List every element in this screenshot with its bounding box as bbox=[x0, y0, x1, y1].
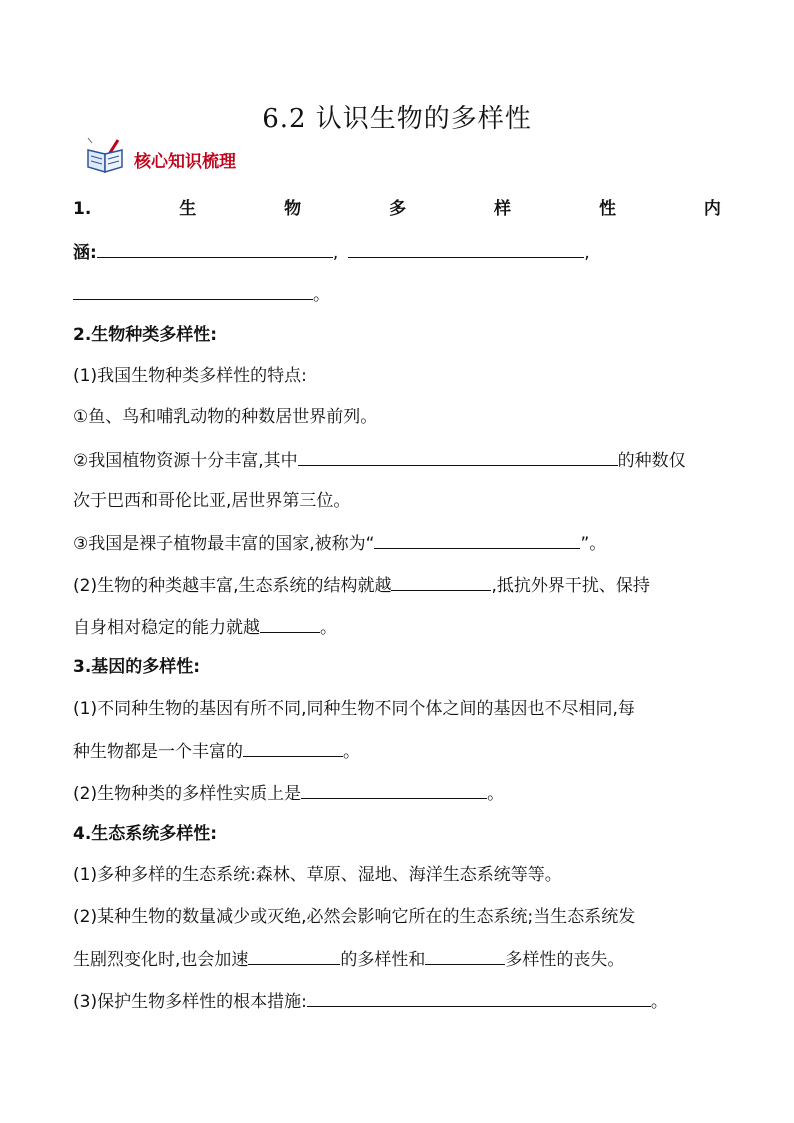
q2-item2-blank[interactable] bbox=[298, 447, 618, 466]
q3-sub1-cont-line bbox=[73, 738, 360, 762]
q1-char: 性 bbox=[598, 199, 616, 219]
q2-item1: ①鱼、鸟和哺乳动物的种数居世界前列。 bbox=[73, 407, 378, 427]
q1-blank-3[interactable] bbox=[73, 281, 313, 300]
q2-sub2-cont-pre: 自身相对稳定的能力就越 bbox=[73, 618, 260, 638]
q4-sub2-cont-line bbox=[73, 946, 624, 970]
q2-item3-line bbox=[73, 530, 606, 554]
q3-heading: 3.基因的多样性: bbox=[73, 657, 201, 677]
q3-sub1-cont-post: 。 bbox=[343, 742, 360, 762]
q4-sub3-pre: (3)保护生物多样性的根本措施: bbox=[73, 992, 307, 1012]
q4-sub2-cont-pre: 生剧烈变化时,也会加速 bbox=[73, 950, 249, 970]
q1-sep: , bbox=[584, 243, 590, 263]
q2-item2-cont: 次于巴西和哥伦比亚,居世界第三位。 bbox=[73, 491, 351, 511]
q1-blank-1[interactable] bbox=[97, 239, 333, 258]
q2-sub1: (1)我国生物种类多样性的特点: bbox=[73, 366, 307, 386]
q1-char: 物 bbox=[284, 199, 302, 219]
q1-cont-line bbox=[73, 239, 590, 263]
q4-sub2-cont-post: 多样性的丧失。 bbox=[505, 950, 625, 970]
q1-line bbox=[73, 197, 721, 221]
q4-sub1: (1)多种多样的生态系统:森林、草原、湿地、海洋生态系统等等。 bbox=[73, 865, 562, 885]
page-title: 6.2 认识生物的多样性 bbox=[262, 104, 532, 134]
q3-sub1: (1)不同种生物的基因有所不同,同种生物不同个体之间的基因也不尽相同,每 bbox=[73, 699, 635, 719]
q2-item3-pre: ③我国是裸子植物最丰富的国家,被称为“ bbox=[73, 534, 375, 554]
q1-char: 多 bbox=[389, 199, 407, 219]
q1-blank-2[interactable] bbox=[348, 239, 584, 258]
q4-sub2-blank-2[interactable] bbox=[425, 946, 505, 965]
q2-sub2-pre: (2)生物的种类越丰富,生态系统的结构就越 bbox=[73, 576, 392, 596]
q3-sub1-cont-pre: 种生物都是一个丰富的 bbox=[73, 742, 243, 762]
q2-sub2-line bbox=[73, 572, 650, 596]
q2-sub2-post: ,抵抗外界干扰、保持 bbox=[491, 576, 650, 596]
q3-sub2-pre: (2)生物种类的多样性实质上是 bbox=[73, 784, 302, 804]
q1-char: 内 bbox=[703, 199, 721, 219]
section-header: 核心知识梳理 bbox=[134, 152, 236, 172]
book-pen-icon bbox=[84, 136, 128, 176]
q3-sub2-blank[interactable] bbox=[301, 780, 487, 799]
q1-char: 1. bbox=[73, 199, 92, 219]
q1-cont-prefix: 涵: bbox=[73, 243, 97, 263]
q2-item2-line bbox=[73, 447, 686, 471]
q1-end-line bbox=[73, 281, 330, 305]
q2-sub2-cont-line bbox=[73, 614, 337, 638]
q1-char: 样 bbox=[494, 199, 512, 219]
q2-item3-blank[interactable] bbox=[374, 530, 580, 549]
q3-sub2-post: 。 bbox=[487, 784, 505, 804]
q2-sub2-cont-post: 。 bbox=[320, 618, 337, 638]
q2-item3-post: ”。 bbox=[580, 534, 607, 554]
q4-sub3-line bbox=[73, 988, 668, 1012]
q4-heading: 4.生态系统多样性: bbox=[73, 824, 218, 844]
q4-sub2-cont-mid: 的多样性和 bbox=[340, 950, 426, 970]
q3-sub2-line bbox=[73, 780, 504, 804]
q2-item2-pre: ②我国植物资源十分丰富,其中 bbox=[73, 451, 298, 471]
q4-sub3-blank[interactable] bbox=[307, 988, 651, 1007]
q2-sub2-blank-1[interactable] bbox=[391, 572, 491, 591]
q2-item2-post: 的种数仅 bbox=[617, 451, 686, 471]
q4-sub2-blank-1[interactable] bbox=[248, 946, 340, 965]
q4-sub3-post: 。 bbox=[650, 992, 668, 1012]
q1-sep: , bbox=[332, 243, 339, 263]
q2-heading: 2.生物种类多样性: bbox=[73, 325, 218, 345]
q2-sub2-blank-2[interactable] bbox=[260, 614, 320, 633]
q1-end: 。 bbox=[313, 285, 330, 305]
q1-char: 生 bbox=[179, 199, 197, 219]
q3-sub1-blank[interactable] bbox=[243, 738, 343, 757]
q4-sub2: (2)某种生物的数量减少或灭绝,必然会影响它所在的生态系统;当生态系统发 bbox=[73, 907, 636, 927]
